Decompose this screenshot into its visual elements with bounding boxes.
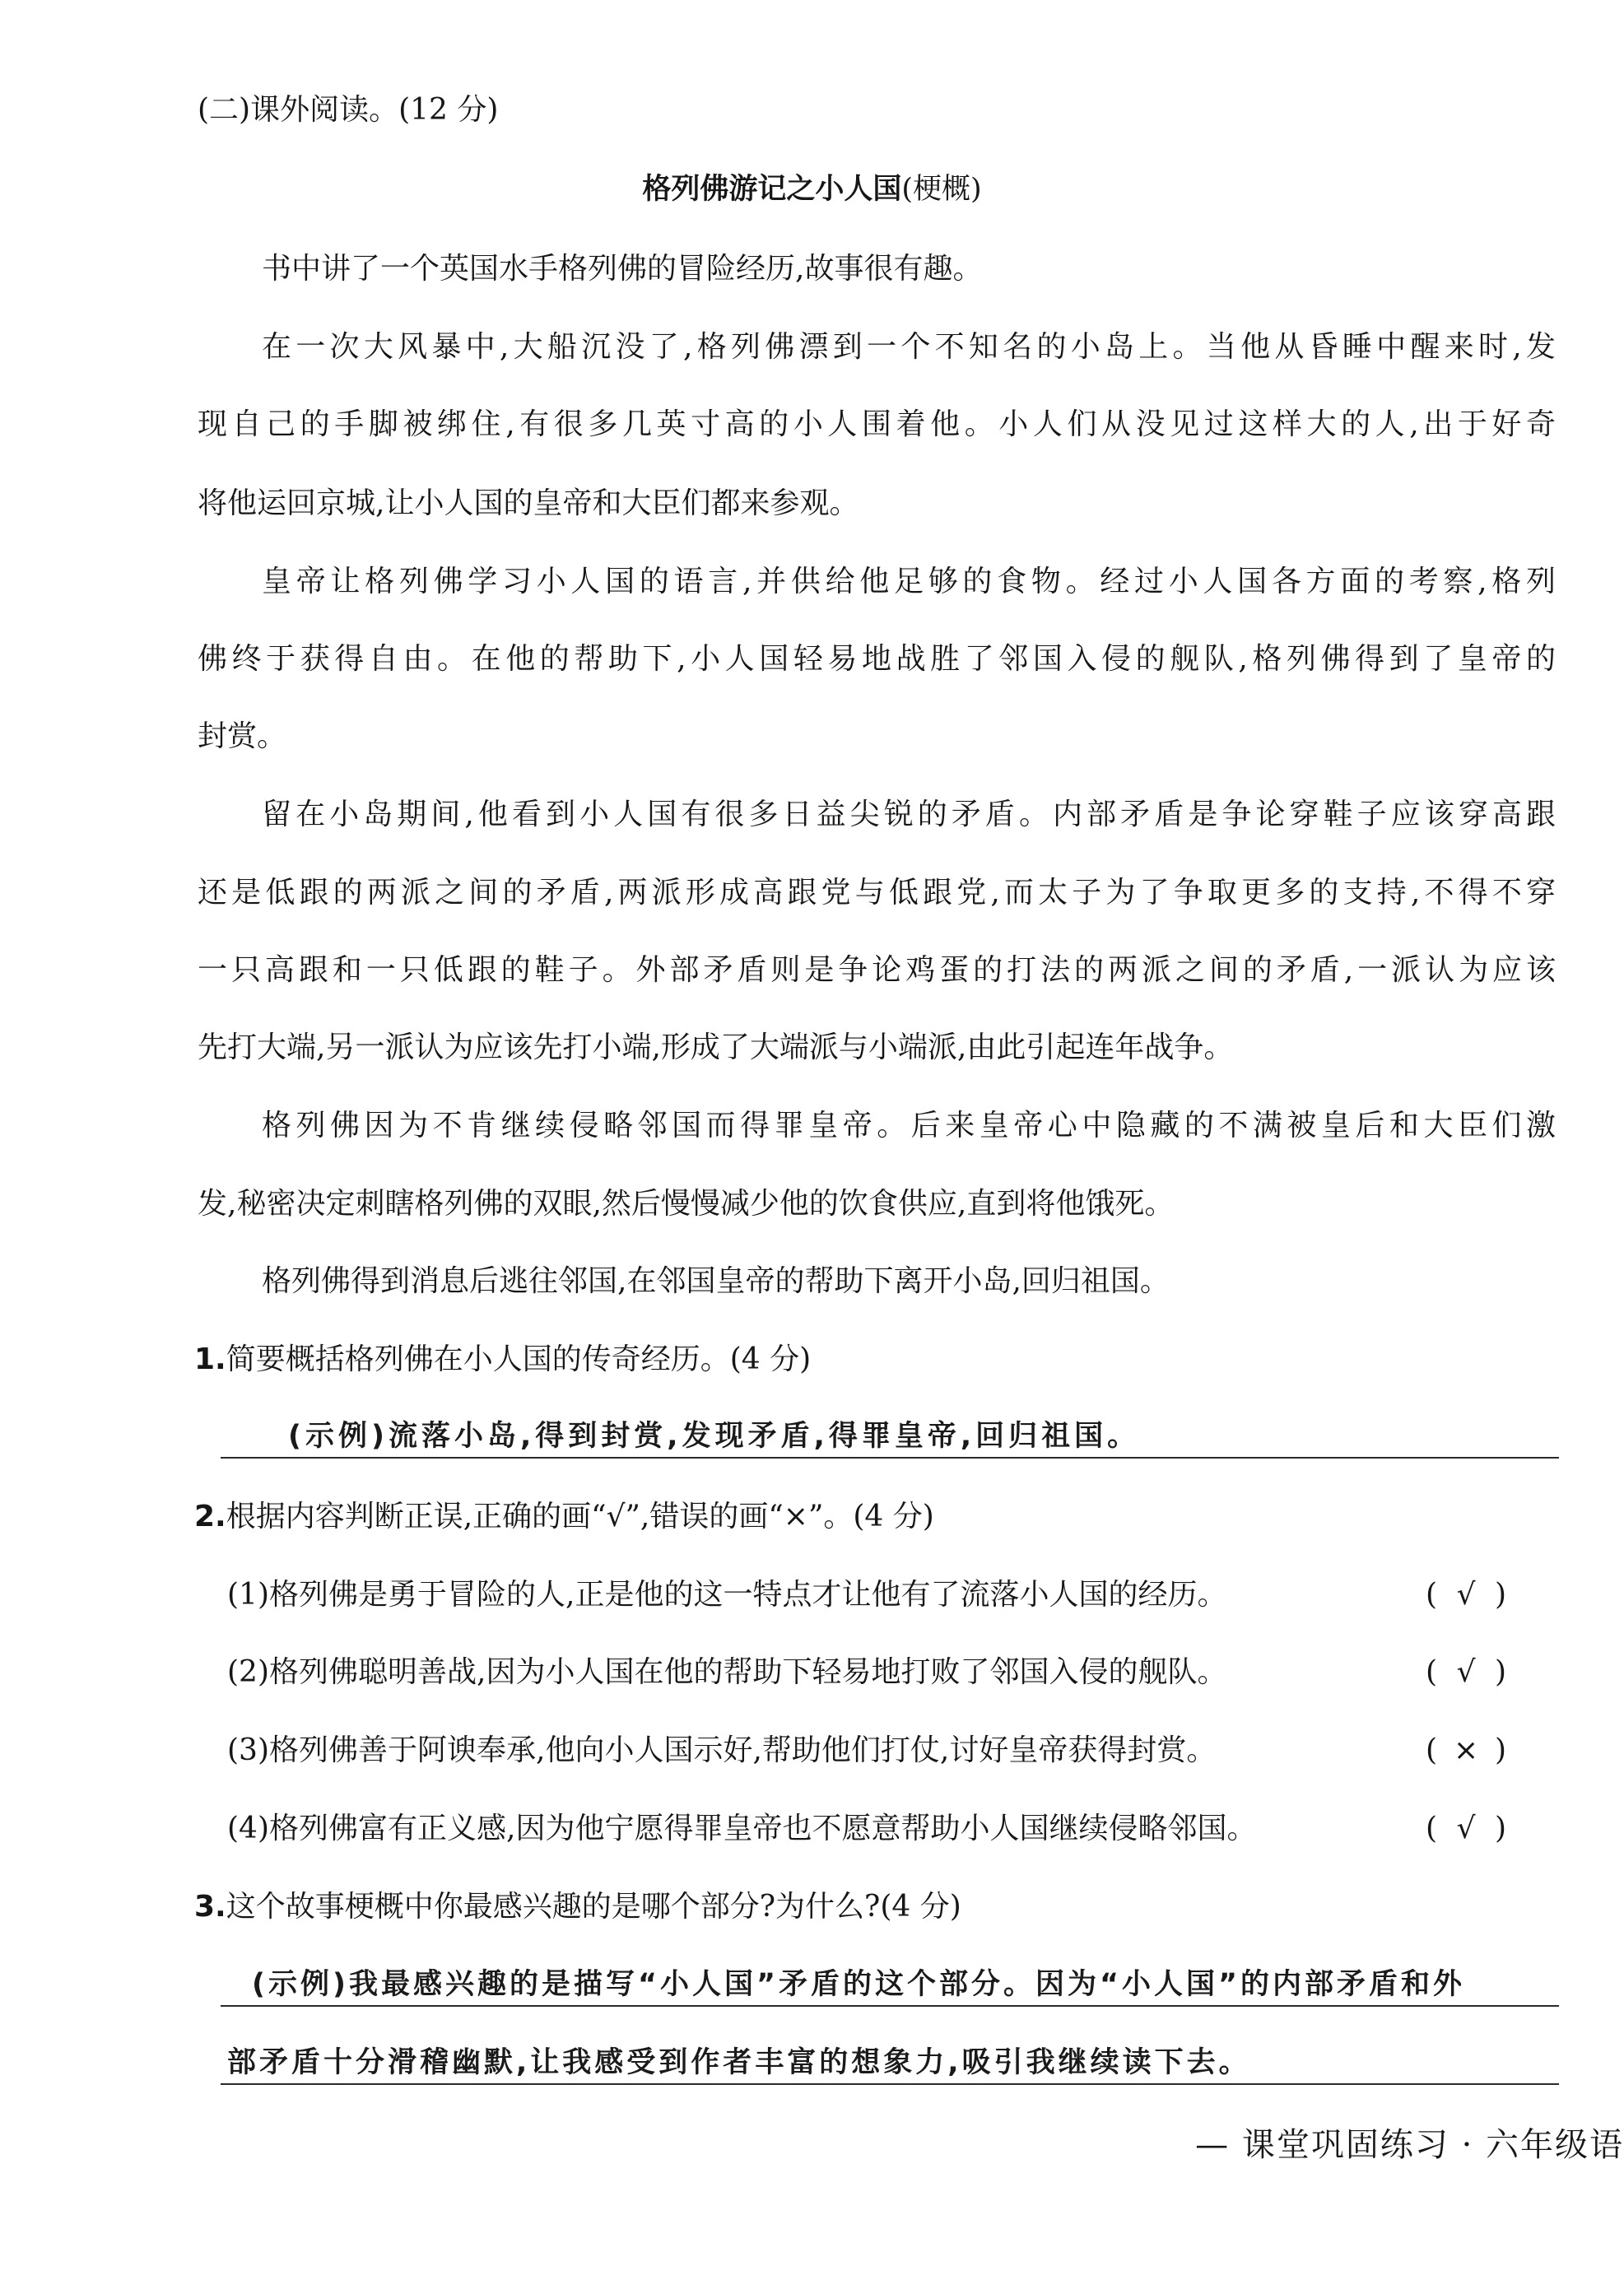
answer-line: 部矛盾十分滑稽幽默,让我感受到作者丰富的想象力,吸引我继续读下去。 [227,2046,1251,2079]
question-text: 根据内容判断正误,正确的画“√”,错误的画“×”。(4 分) [226,1500,934,1533]
judgement-item: (4)格列佛富有正义感,因为他宁愿得罪皇帝也不愿意帮助小人国继续侵略邻国。 [227,1812,1257,1845]
check-mark: √ [1456,1578,1476,1612]
question-3 [194,1887,961,1927]
paren-close: ) [1495,1578,1507,1612]
story-line: 留在小岛期间,他看到小人国有很多日益尖锐的矛盾。内部矛盾是争论穿鞋子应该穿高跟 [262,798,1556,831]
check-mark: √ [1456,1812,1476,1845]
story-title-note: (梗概) [901,173,982,206]
question-1 [194,1340,811,1380]
question-text: 简要概括格列佛在小人国的传奇经历。(4 分) [226,1342,812,1376]
story-line: 一只高跟和一只低跟的鞋子。外部矛盾则是争论鸡蛋的打法的两派之间的矛盾,一派认为应该 [198,953,1556,987]
answer-underline [221,2005,1559,2007]
answer-underline [221,1457,1559,1459]
page-footer: — 课堂巩固练习 · 六年级语 [1195,2126,1624,2164]
story-line: 还是低跟的两派之间的矛盾,两派形成高跟党与低跟党,而太子为了争取更多的支持,不得不穿 [198,876,1556,910]
paren-open: ( [1426,1733,1438,1767]
answer-line: (示例)我最感兴趣的是描写“小人国”矛盾的这个部分。因为“小人国”的内部矛盾和外 [252,1968,1466,2001]
judgement-answer [1426,1575,1506,1615]
story-line: 书中讲了一个英国水手格列佛的冒险经历,故事很有趣。 [262,252,983,286]
story-line: 封赏。 [198,719,287,753]
paren-close: ) [1495,1733,1507,1767]
question-2 [194,1497,934,1537]
judgement-item: (1)格列佛是勇于冒险的人,正是他的这一特点才让他有了流落小人国的经历。 [227,1578,1227,1612]
story-line: 发,秘密决定刺瞎格列佛的双眼,然后慢慢减少他的饮食供应,直到将他饿死。 [198,1187,1175,1221]
story-line: 将他运回京城,让小人国的皇帝和大臣们都来参观。 [198,486,859,520]
paren-open: ( [1426,1812,1438,1845]
story-line: 皇帝让格列佛学习小人国的语言,并供给他足够的食物。经过小人国各方面的考察,格列 [262,565,1556,598]
judgement-answer [1426,1653,1506,1692]
judgement-item: (3)格列佛善于阿谀奉承,他向小人国示好,帮助他们打仗,讨好皇帝获得封赏。 [227,1733,1217,1767]
judgement-item: (2)格列佛聪明善战,因为小人国在他的帮助下轻易地打败了邻国入侵的舰队。 [227,1655,1227,1689]
story-title-text: 格列佛游记之小人国 [642,173,902,206]
story-title [0,170,1624,209]
paren-close: ) [1495,1655,1507,1689]
question-number: 3. [194,1890,226,1924]
judgement-answer [1426,1809,1506,1849]
paren-open: ( [1426,1578,1438,1612]
question-number: 1. [194,1342,226,1376]
question-number: 2. [194,1500,226,1533]
story-line: 佛终于获得自由。在他的帮助下,小人国轻易地战胜了邻国入侵的舰队,格列佛得到了皇帝的 [198,642,1556,676]
answer-underline [221,2083,1559,2085]
story-line: 现自己的手脚被绑住,有很多几英寸高的小人围着他。小人们从没见过这样大的人,出于好奇 [198,407,1556,441]
section-heading: (二)课外阅读。(12 分) [198,93,499,127]
check-mark: √ [1456,1655,1476,1689]
paren-open: ( [1426,1655,1438,1689]
story-line: 格列佛因为不肯继续侵略邻国而得罪皇帝。后来皇帝心中隐藏的不满被皇后和大臣们激 [262,1109,1556,1142]
story-line: 格列佛得到消息后逃往邻国,在邻国皇帝的帮助下离开小岛,回归祖国。 [262,1264,1170,1298]
paren-close: ) [1495,1812,1507,1845]
judgement-answer [1426,1731,1506,1770]
story-line: 在一次大风暴中,大船沉没了,格列佛漂到一个不知名的小岛上。当他从昏睡中醒来时,发 [262,330,1556,364]
cross-mark: × [1453,1733,1479,1767]
story-line: 先打大端,另一派认为应该先打小端,形成了大端派与小端派,由此引起连年战争。 [198,1031,1234,1064]
answer-line: (示例)流落小岛,得到封赏,发现矛盾,得罪皇帝,回归祖国。 [288,1420,1141,1453]
question-text: 这个故事梗概中你最感兴趣的是哪个部分?为什么?(4 分) [226,1890,961,1924]
